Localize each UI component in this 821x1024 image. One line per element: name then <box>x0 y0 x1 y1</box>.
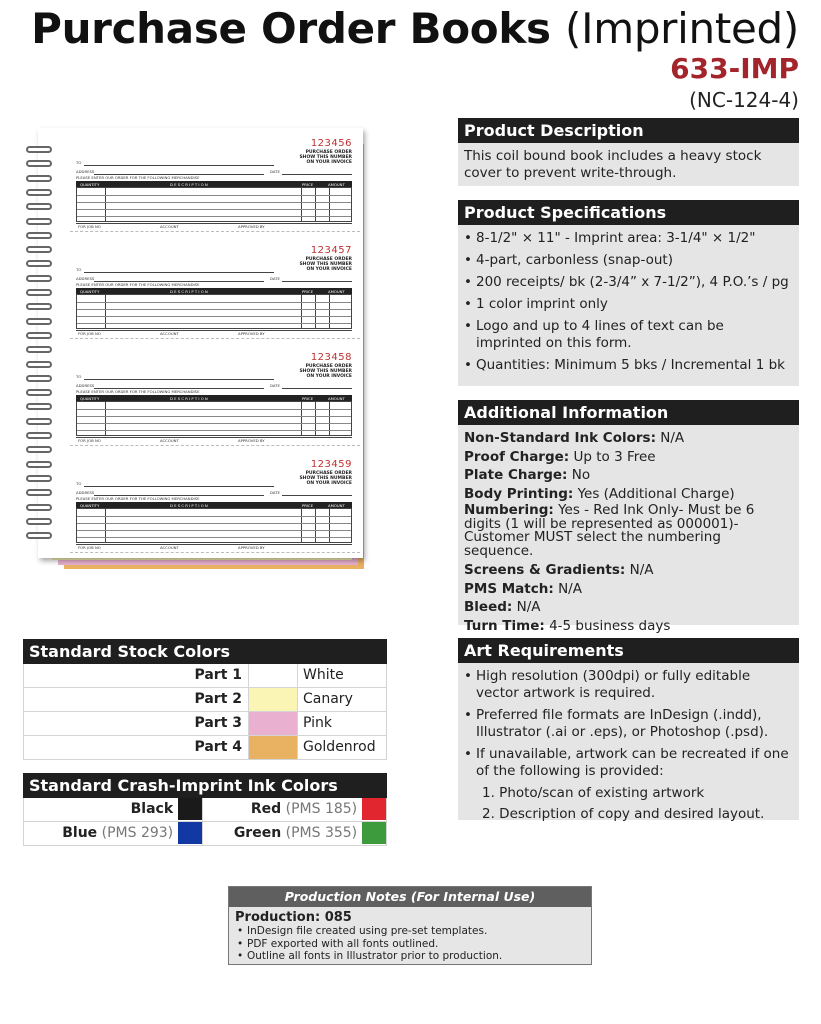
production-item: • Outline all fonts in Illustrator prior to production. <box>235 950 585 963</box>
info-label: Plate Charge: <box>464 467 568 483</box>
po-label <box>299 257 352 272</box>
ink-label <box>202 798 362 821</box>
instruction-text: PLEASE ENTER OUR ORDER FOR THE FOLLOWING MERCHANDISE <box>76 496 200 501</box>
coil-ring <box>26 189 52 196</box>
art-list <box>464 668 793 780</box>
coil-ring <box>26 361 52 368</box>
address-label: ADDRESS <box>76 383 95 388</box>
date-label: DATE <box>270 490 280 495</box>
coil-ring <box>26 275 52 282</box>
grid-row <box>77 423 351 424</box>
art-sub-item: 2. Description of copy and desired layout. <box>482 806 765 822</box>
coil-ring <box>26 318 52 325</box>
to-line <box>84 486 274 487</box>
page-title <box>31 4 799 53</box>
item-grid <box>76 294 352 329</box>
po-form <box>70 132 360 232</box>
coil-ring <box>26 232 52 239</box>
product-description-text: This coil bound book includes a heavy stock cover to prevent write-through. <box>464 148 762 181</box>
spec-item: • 8-1/2" × 11" - Imprint area: 3-1/4" × 1/2" <box>464 230 793 247</box>
price-label: PRICE <box>302 288 314 294</box>
po-sub: SHOW THIS NUMBER <box>299 262 352 267</box>
po-title: PURCHASE ORDER <box>305 364 352 369</box>
color-name: Goldenrod <box>303 739 376 755</box>
amount-label: AMOUNT <box>328 288 345 294</box>
grid-row <box>77 309 351 310</box>
coil-ring <box>26 346 52 353</box>
title-suffix: (Imprinted) <box>565 4 799 53</box>
to-line <box>84 272 274 273</box>
po-sub: SHOW THIS NUMBER <box>299 476 352 481</box>
stock-row <box>23 688 387 712</box>
ink-label <box>24 798 178 821</box>
ink-swatch-black <box>178 798 202 820</box>
date-label: DATE <box>270 276 280 281</box>
info-row <box>464 430 793 447</box>
po-number: 123459 <box>310 459 352 470</box>
footer-line <box>76 223 352 224</box>
approved-label: APPROVED BY <box>238 331 265 336</box>
white-sheet <box>38 128 363 558</box>
product-specifications-heading: Product Specifications <box>458 200 799 225</box>
spec-item: • 1 color imprint only <box>464 296 793 313</box>
coil-ring <box>26 504 52 511</box>
stock-row <box>23 736 387 760</box>
coil-ring <box>26 518 52 525</box>
spec-list <box>464 230 793 374</box>
price-label: PRICE <box>302 395 314 401</box>
coil-ring <box>26 475 52 482</box>
po-form <box>70 453 360 553</box>
po-form <box>70 346 360 446</box>
info-value: N/A <box>516 599 541 615</box>
quantity-label: QUANTITY <box>80 288 100 294</box>
job-label: FOR JOB NO <box>78 331 101 336</box>
info-row <box>464 467 793 484</box>
account-label: ACCOUNT <box>160 545 179 550</box>
info-label: Body Printing: <box>464 485 574 502</box>
product-description-panel <box>458 118 799 186</box>
ink-pms: (PMS 185) <box>285 801 358 817</box>
production-number: Production: 085 <box>235 910 352 925</box>
po-title: PURCHASE ORDER <box>305 471 352 476</box>
production-list <box>235 925 585 963</box>
info-label: Turn Time: <box>464 617 545 634</box>
account-label: ACCOUNT <box>160 438 179 443</box>
quantity-label: QUANTITY <box>80 181 100 187</box>
coil-ring <box>26 303 52 310</box>
stock-colors-heading: Standard Stock Colors <box>23 639 387 664</box>
info-row <box>464 618 793 635</box>
coil-ring <box>26 432 52 439</box>
color-swatch <box>248 736 298 759</box>
book-illustration <box>38 128 368 562</box>
additional-information-panel <box>458 400 799 634</box>
po-sub: ON YOUR INVOICE <box>306 481 352 486</box>
info-label: Proof Charge: <box>464 448 570 465</box>
to-line <box>84 165 274 166</box>
grid-row <box>77 523 351 524</box>
item-grid <box>76 508 352 543</box>
account-label: ACCOUNT <box>160 331 179 336</box>
approved-label: APPROVED BY <box>238 438 265 443</box>
ink-swatch-green <box>362 822 386 844</box>
art-item: • High resolution (300dpi) or fully editable vector artwork is required. <box>464 668 793 702</box>
instruction-text: PLEASE ENTER OUR ORDER FOR THE FOLLOWING MERCHANDISE <box>76 175 200 180</box>
coil-ring <box>26 203 52 210</box>
coil-ring <box>26 489 52 496</box>
part-label: Part 1 <box>194 667 242 683</box>
to-line <box>84 379 274 380</box>
part-label: Part 2 <box>194 691 242 707</box>
color-swatch <box>248 688 298 711</box>
approved-label: APPROVED BY <box>238 224 265 229</box>
coil-ring <box>26 175 52 182</box>
price-label: PRICE <box>302 181 314 187</box>
coil-ring <box>26 218 52 225</box>
coil-ring <box>26 146 52 153</box>
po-sub: ON YOUR INVOICE <box>306 374 352 379</box>
info-row <box>464 486 793 503</box>
quantity-label: QUANTITY <box>80 502 100 508</box>
description-label: D E S C R I P T I O N <box>170 395 208 401</box>
quantity-label: QUANTITY <box>80 395 100 401</box>
coil-ring <box>26 332 52 339</box>
grid-row <box>77 195 351 196</box>
spec-item: • 200 receipts/ bk (2-3/4” x 7-1/2”), 4 P.O.’s / pg <box>464 274 793 291</box>
ink-row <box>23 822 387 846</box>
production-notes-heading: Production Notes (For Internal Use) <box>229 887 591 907</box>
amount-label: AMOUNT <box>328 395 345 401</box>
ink-colors-heading: Standard Crash-Imprint Ink Colors <box>23 773 387 798</box>
ink-name: Green <box>233 825 282 841</box>
art-sub-list <box>464 785 793 823</box>
po-sub: SHOW THIS NUMBER <box>299 369 352 374</box>
product-specifications-panel <box>458 200 799 386</box>
address-label: ADDRESS <box>76 276 95 281</box>
address-label: ADDRESS <box>76 169 95 174</box>
date-line <box>282 388 352 389</box>
ink-swatch-red <box>362 798 386 820</box>
date-line <box>282 174 352 175</box>
grid-row <box>77 216 351 217</box>
po-label <box>299 150 352 165</box>
grid-row <box>77 530 351 531</box>
info-row <box>464 449 793 466</box>
coil-ring <box>26 532 52 539</box>
instruction-text: PLEASE ENTER OUR ORDER FOR THE FOLLOWING MERCHANDISE <box>76 389 200 394</box>
item-grid <box>76 401 352 436</box>
info-row <box>464 504 793 558</box>
to-label: TO <box>76 267 82 272</box>
ink-label <box>24 822 178 845</box>
art-item: • Preferred file formats are InDesign (.indd), Illustrator (.ai or .eps), or Photoshop (.psd). <box>464 707 793 741</box>
info-label: PMS Match: <box>464 580 554 597</box>
color-name: Pink <box>303 715 333 731</box>
ink-name: Black <box>130 801 174 817</box>
job-label: FOR JOB NO <box>78 438 101 443</box>
part-label: Part 4 <box>194 739 242 755</box>
grid-row <box>77 430 351 431</box>
grid-row <box>77 316 351 317</box>
job-label: FOR JOB NO <box>78 224 101 229</box>
ink-row <box>23 798 387 822</box>
approved-label: APPROVED BY <box>238 545 265 550</box>
product-subcode: (NC-124-4) <box>689 88 799 112</box>
coil-ring <box>26 389 52 396</box>
description-label: D E S C R I P T I O N <box>170 181 208 187</box>
footer-line <box>76 330 352 331</box>
po-label <box>299 364 352 379</box>
info-label: Screens & Gradients: <box>464 562 626 578</box>
grid-row <box>77 516 351 517</box>
date-label: DATE <box>270 383 280 388</box>
grid-row <box>77 323 351 324</box>
coil-ring <box>26 461 52 468</box>
coil-ring <box>26 418 52 425</box>
po-sub: ON YOUR INVOICE <box>306 160 352 165</box>
info-row <box>464 599 793 616</box>
description-label: D E S C R I P T I O N <box>170 502 208 508</box>
grid-row <box>77 537 351 538</box>
price-label: PRICE <box>302 502 314 508</box>
info-label: Numbering: <box>464 502 554 518</box>
po-label <box>299 471 352 486</box>
info-value: N/A <box>558 580 582 597</box>
date-label: DATE <box>270 169 280 174</box>
info-value: Yes - Red Ink Only- Must be 6 digits (1 will be represented as 000001)- Customer MUST select the numbering sequence. <box>464 502 755 559</box>
description-label: D E S C R I P T I O N <box>170 288 208 294</box>
po-number: 123456 <box>310 138 352 149</box>
to-label: TO <box>76 374 82 379</box>
additional-information-heading: Additional Information <box>458 400 799 425</box>
po-sub: SHOW THIS NUMBER <box>299 155 352 160</box>
art-item: • If unavailable, artwork can be recreated if one of the following is provided: <box>464 746 793 780</box>
ink-swatch-blue <box>178 822 202 844</box>
stock-colors-table <box>23 639 387 760</box>
coil-ring <box>26 403 52 410</box>
ink-name: Blue <box>62 825 98 841</box>
po-sub: ON YOUR INVOICE <box>306 267 352 272</box>
info-value: Up to 3 Free <box>573 448 656 465</box>
coil-ring <box>26 289 52 296</box>
po-number: 123457 <box>310 245 352 256</box>
product-description-heading: Product Description <box>458 118 799 143</box>
footer-line <box>76 437 352 438</box>
ink-label <box>202 822 362 845</box>
coil-ring <box>26 446 52 453</box>
coil-ring <box>26 375 52 382</box>
po-form <box>70 239 360 339</box>
info-value: N/A <box>629 562 654 578</box>
coil-ring <box>26 246 52 253</box>
job-label: FOR JOB NO <box>78 545 101 550</box>
spec-item: • 4-part, carbonless (snap-out) <box>464 252 793 269</box>
amount-label: AMOUNT <box>328 181 345 187</box>
color-name: Canary <box>303 691 353 707</box>
coil-ring <box>26 160 52 167</box>
to-label: TO <box>76 481 82 486</box>
art-requirements-heading: Art Requirements <box>458 638 799 663</box>
item-grid <box>76 187 352 222</box>
stock-row <box>23 664 387 688</box>
spec-item: • Logo and up to 4 lines of text can be imprinted on this form. <box>464 318 793 352</box>
spec-item: • Quantities: Minimum 5 bks / Incremental 1 bk <box>464 357 793 374</box>
info-value: Yes (Additional Charge) <box>577 485 735 502</box>
info-row <box>464 581 793 598</box>
ink-pms: (PMS 293) <box>101 825 174 841</box>
art-requirements-panel <box>458 638 799 820</box>
grid-row <box>77 202 351 203</box>
info-row <box>464 562 793 579</box>
date-line <box>282 495 352 496</box>
art-sub-item: 1. Photo/scan of existing artwork <box>482 785 705 801</box>
production-notes-box <box>228 886 592 965</box>
ink-pms: (PMS 355) <box>285 825 358 841</box>
ink-colors-table <box>23 773 387 846</box>
info-value: 4-5 business days <box>549 617 671 634</box>
color-name: White <box>303 667 344 683</box>
production-item: • PDF exported with all fonts outlined. <box>235 938 585 951</box>
part-label: Part 3 <box>194 715 242 731</box>
grid-row <box>77 416 351 417</box>
grid-row <box>77 302 351 303</box>
product-code: 633-IMP <box>670 52 799 85</box>
color-swatch <box>248 712 298 735</box>
title-main: Purchase Order Books <box>31 4 551 53</box>
coil-ring <box>26 260 52 267</box>
account-label: ACCOUNT <box>160 224 179 229</box>
info-label: Non-Standard Ink Colors: <box>464 430 656 446</box>
footer-line <box>76 544 352 545</box>
instruction-text: PLEASE ENTER OUR ORDER FOR THE FOLLOWING MERCHANDISE <box>76 282 200 287</box>
grid-row <box>77 409 351 410</box>
info-value: N/A <box>660 430 685 446</box>
info-value: No <box>571 467 591 483</box>
date-line <box>282 281 352 282</box>
po-number: 123458 <box>310 352 352 363</box>
po-title: PURCHASE ORDER <box>305 257 352 262</box>
info-label: Bleed: <box>464 599 513 615</box>
stock-row <box>23 712 387 736</box>
color-swatch <box>248 664 298 687</box>
amount-label: AMOUNT <box>328 502 345 508</box>
address-label: ADDRESS <box>76 490 95 495</box>
po-title: PURCHASE ORDER <box>305 150 352 155</box>
production-item: • InDesign file created using pre-set templates. <box>235 925 585 938</box>
grid-row <box>77 209 351 210</box>
ink-name: Red <box>250 801 282 817</box>
to-label: TO <box>76 160 82 165</box>
